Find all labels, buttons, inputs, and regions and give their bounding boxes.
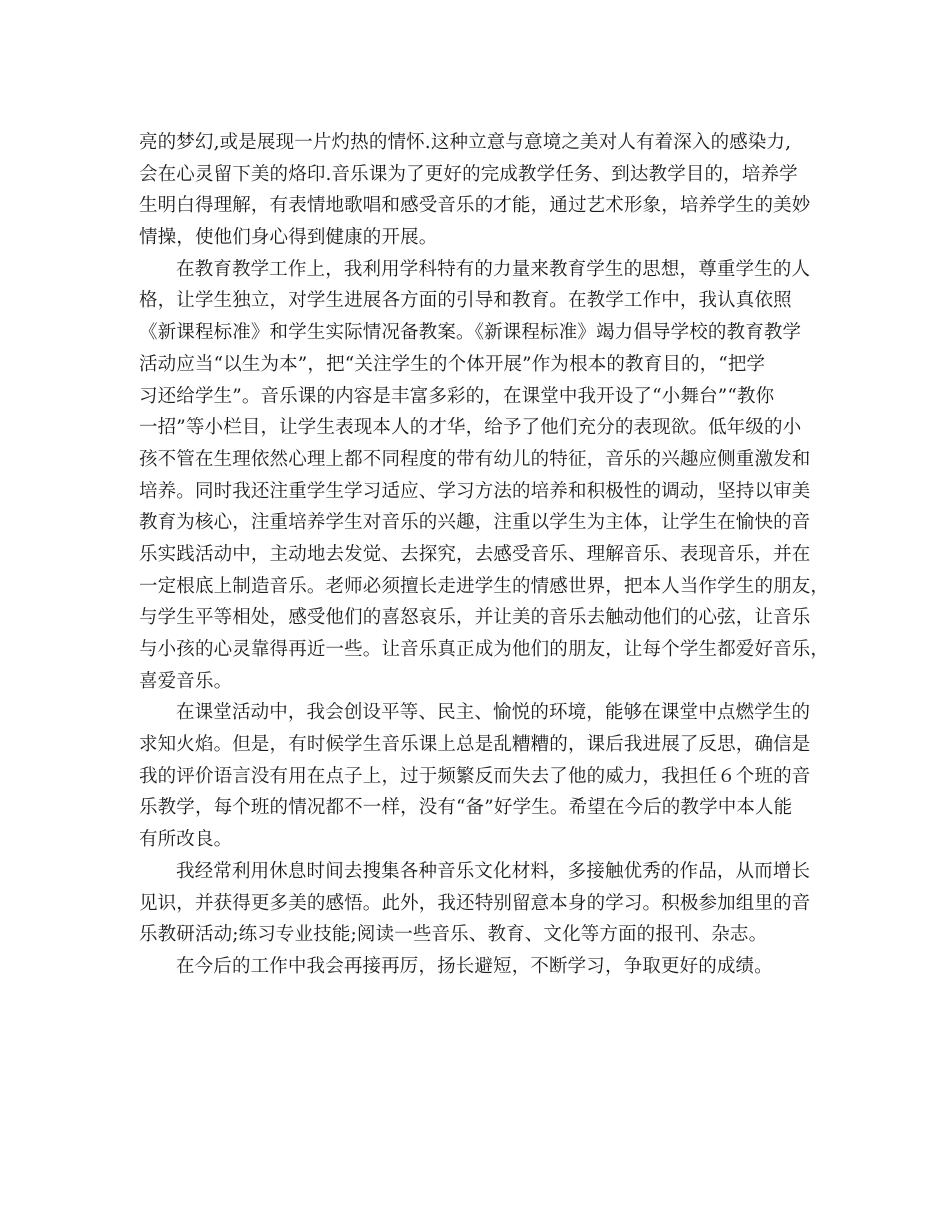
text-line: 与小孩的心灵靠得再近一些。让音乐真正成为他们的朋友，让每个学生都爱好音乐， (139, 639, 830, 660)
paragraph-first-line: 在课堂活动中，我会创设平等、民主、愉悦的环境，能够在课堂中点燃学生的 (176, 702, 811, 724)
text-line: 情操，使他们身心得到健康的开展。 (139, 227, 438, 249)
text-line: 与学生平等相处，感受他们的喜怒哀乐，并让美的音乐去触动他们的心弦，让音乐 (139, 607, 811, 629)
text-line: 见识，并获得更多美的感悟。此外，我还特别留意本身的学习。积极参加组里的音 (139, 892, 811, 914)
body-text (139, 127, 829, 983)
text-line: 求知火焰。但是，有时候学生音乐课上总是乱糟糟的，课后我进展了反思，确信是 (139, 734, 811, 756)
text-line: 乐教研活动;练习专业技能;阅读一些音乐、教育、文化等方面的报刊、杂志。 (139, 924, 768, 946)
text-line: 习还给学生”。音乐课的内容是丰富多彩的，在课堂中我开设了“小舞台”“教你 (139, 385, 775, 407)
text-line: 生明白得理解，有表情地歌唱和感受音乐的才能，通过艺术形象，培养学生的美妙 (139, 195, 811, 217)
text-line: 孩不管在生理依然心理上都不同程度的带有幼儿的特征，音乐的兴趣应侧重激发和 (139, 448, 811, 470)
text-line: 一招”等小栏目，让学生表现本人的才华，给予了他们充分的表现欲。低年级的小 (139, 417, 802, 439)
text-line: 我的评价语言没有用在点子上，过于频繁反而失去了他的威力，我担任６个班的音 (139, 765, 811, 787)
paragraph-first-line: 我经常利用休息时间去搜集各种音乐文化材料，多接触优秀的作品，从而增长 (176, 860, 811, 882)
text-line: 《新课程标准》和学生实际情况备教案。《新课程标准》竭力倡导学校的教育教学 (139, 322, 802, 344)
text-line: 活动应当“以生为本”，把“关注学生的个体开展”作为根本的教育目的，“把学 (139, 353, 766, 375)
text-line: 有所改良。 (139, 829, 233, 851)
text-line: 一定根底上制造音乐。老师必须擅长走进学生的情感世界，把本人当作学生的朋友， (139, 575, 830, 597)
text-line: 喜爱音乐。 (139, 670, 233, 692)
text-line: 格，让学生独立，对学生进展各方面的引导和教育。在教学工作中，我认真依照 (139, 290, 792, 312)
text-line: 培养。同时我还注重学生学习适应、学习方法的培养和积极性的调动，坚持以审美 (139, 480, 811, 502)
text-line: 乐教学，每个班的情况都不一样，没有“备”好学生。希望在今后的教学中本人能 (139, 797, 793, 819)
text-line: 会在心灵留下美的烙印.音乐课为了更好的完成教学任务、到达教学目的，培养学 (139, 163, 798, 185)
text-line: 教育为核心，注重培养学生对音乐的兴趣，注重以学生为主体，让学生在愉快的音 (139, 512, 811, 534)
paragraph-first-line: 在今后的工作中我会再接再厉，扬长避短，不断学习，争取更好的成绩。 (176, 955, 773, 977)
text-line: 亮的梦幻,或是展现一片灼热的情怀.这种立意与意境之美对人有着深入的感染力, (139, 132, 792, 153)
paragraph-first-line: 在教育教学工作上，我利用学科特有的力量来教育学生的思想，尊重学生的人 (176, 258, 811, 280)
text-line: 乐实践活动中，主动地去发觉、去探究，去感受音乐、理解音乐、表现音乐，并在 (139, 543, 811, 565)
